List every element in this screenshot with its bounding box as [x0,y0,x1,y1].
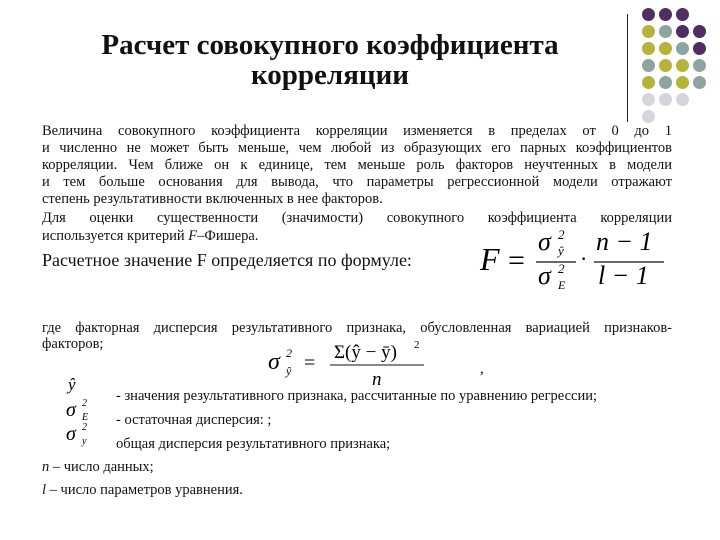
decorative-dot [693,59,706,72]
decorative-dot [659,42,672,55]
rhs-denominator: l − 1 [598,261,649,290]
decorative-dot [659,25,672,38]
multiply-dot: · [580,246,588,271]
title-divider [627,14,628,122]
paragraph-line: факторов; [42,336,104,352]
definition-residual-variance: - остаточная дисперсия: ; [116,412,272,428]
n-description: – число данных; [49,459,154,475]
paragraph-line: и численно не может быть меньше, чем любой из образующих его парных коэффициентов [42,140,672,156]
symbol-column [62,374,108,448]
f-statistic-formula [472,226,672,296]
numerator-exponent: 2 [558,227,565,242]
variance-comma: , [480,361,484,377]
decorative-dot [676,59,689,72]
l-symbol: l [42,482,47,498]
variance-denominator: n [372,369,382,390]
numerator-sigma: σ [538,227,551,256]
denominator-subscript: E [558,278,566,292]
paragraph-line: корреляции. Чем ближе он к единице, тем меньше роль факторов неучтенных в модели [42,157,672,173]
formula-intro: Расчетное значение F определяется по формуле: [42,250,412,270]
variance-numerator-exponent: 2 [414,339,420,351]
sigma-y-symbol: σ [66,423,76,445]
paragraph-line: Величина совокупного коэффициента корреляции изменяется в пределах от 0 до 1 [42,123,672,139]
decorative-dot [659,93,672,106]
sigma-e-subscript: E [82,412,89,423]
yhat-symbol: ŷ [68,375,76,394]
criterion-name: –Фишера. [197,228,259,244]
note-l [42,482,442,499]
denominator-exponent: 2 [558,261,565,276]
decorative-dot [642,42,655,55]
decorative-dot [642,93,655,106]
decorative-dot [676,93,689,106]
variance-exponent: 2 [286,346,292,360]
decorative-dot [642,25,655,38]
sigma-y-subscript: y [82,436,87,447]
decorative-dot [676,8,689,21]
variance-sigma: σ [268,349,280,375]
paragraph-line [42,228,442,245]
formula-lhs: F [480,241,500,277]
decorative-dot [693,25,706,38]
decorative-dot [642,110,655,123]
decorative-dot [642,76,655,89]
sigma-y-exponent: 2 [82,422,87,433]
rhs-numerator: n − 1 [596,227,653,256]
paragraph-line: степень результативности включенных в нее факторов. [42,191,383,207]
decorative-dot [659,76,672,89]
n-symbol: n [42,459,50,475]
decorative-dot [642,8,655,21]
variance-subscript: ŷ [286,364,292,378]
decorative-dot [642,59,655,72]
decorative-dot [659,8,672,21]
definition-yhat: - значения результативного признака, рассчитанные по уравнению регрессии; [116,388,598,404]
sigma-e-exponent: 2 [82,398,87,409]
paragraph-line: где факторная дисперсия результативного признака, обусловленная вариацией признаков- [42,320,672,336]
criterion-text: используется критерий [42,228,185,244]
variance-equals: = [304,352,316,374]
decorative-dot [676,25,689,38]
decorative-dot [676,42,689,55]
note-n [42,459,442,476]
numerator-subscript: ŷ [558,243,564,258]
definition-total-variance: общая дисперсия результативного признака; [116,436,391,452]
decorative-dot [693,76,706,89]
decorative-dot [676,76,689,89]
paragraph-line: и тем больше основания для вывода, что параметры регрессионной модели отражают [42,174,672,190]
formula-equals: = [508,244,525,277]
sigma-e-symbol: σ [66,399,76,421]
page-title: Расчет совокупного коэффициента корреляции [101,29,559,91]
factor-variance-formula [262,337,502,391]
denominator-sigma: σ [538,261,551,290]
variance-numerator: Σ(ŷ − ȳ) [334,342,397,363]
l-description: – число параметров уравнения. [46,482,243,498]
paragraph-line: Для оценки существенности (значимости) совокупного коэффициента корреляции [42,210,672,226]
decorative-dot [693,42,706,55]
decorative-dot [659,59,672,72]
criterion-letter: F [188,228,198,244]
